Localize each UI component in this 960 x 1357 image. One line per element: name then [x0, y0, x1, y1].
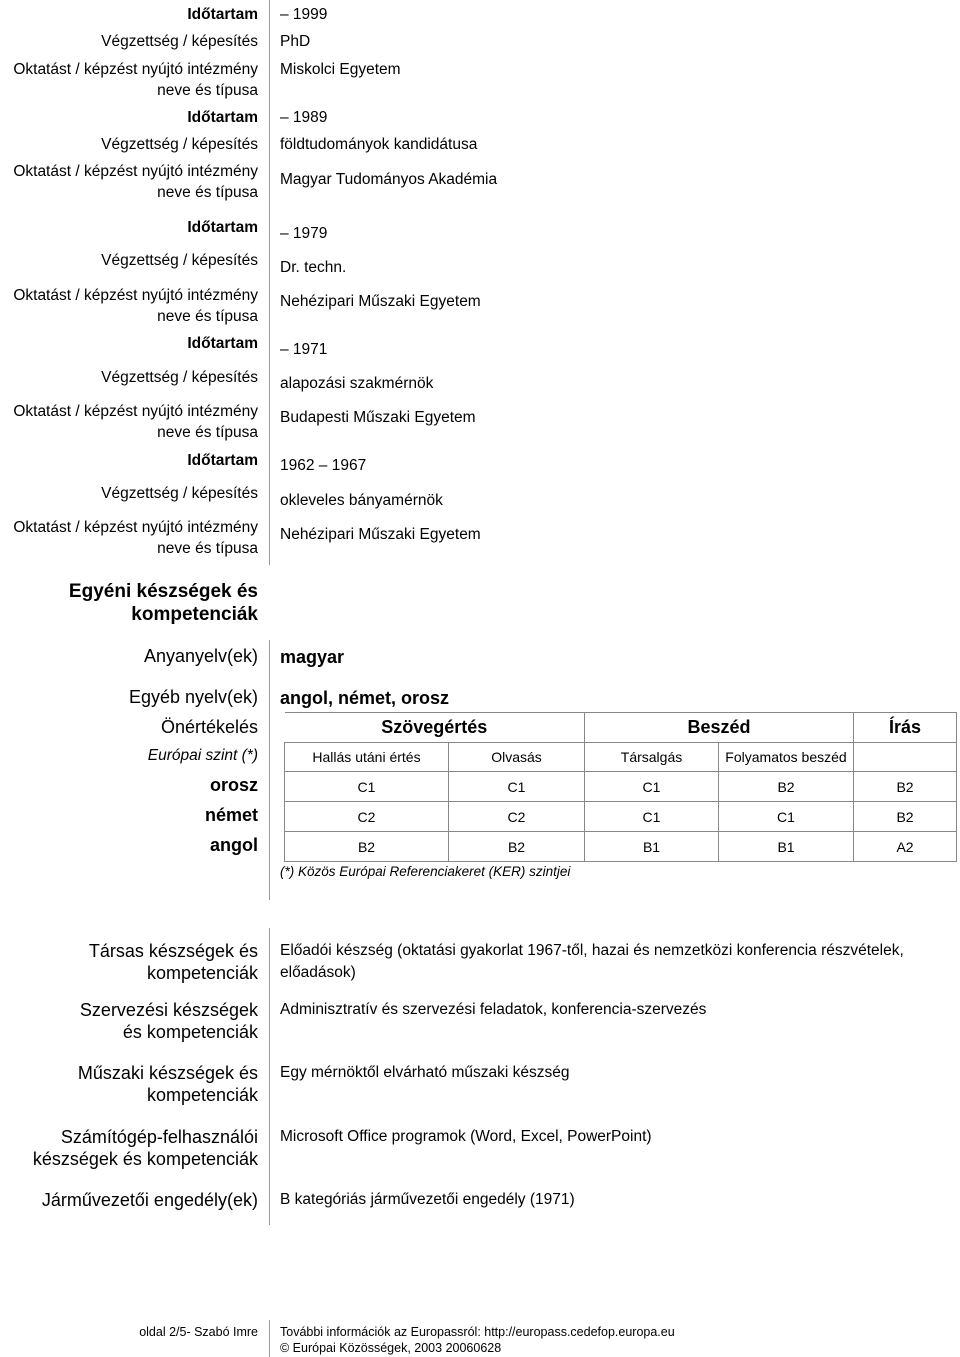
level-cell: C1 [585, 802, 719, 832]
european-level-label: Európai szint (*) [147, 747, 258, 764]
column-divider-bottom [269, 928, 270, 1225]
period-label: Időtartam [187, 452, 258, 469]
period-value: – 1989 [280, 109, 328, 126]
level-cell: C1 [449, 772, 585, 802]
degree-value: földtudományok kandidátusa [280, 136, 478, 153]
table-subheader-row [285, 743, 957, 772]
organisational-skills-label: Szervezési készségek és kompetenciák [79, 1000, 258, 1042]
institution-label-line1: Oktatást / képzést nyújtó intézmény [13, 519, 258, 536]
period-label: Időtartam [187, 6, 258, 23]
institution-label-line2: neve és típusa [157, 424, 258, 441]
technical-skills-label: Műszaki készségek és kompetenciák [77, 1063, 258, 1105]
level-cell: B1 [719, 832, 854, 862]
level-cell: C1 [285, 772, 449, 802]
degree-value: okleveles bányamérnök [280, 492, 443, 509]
footer-page-info: oldal 2/5- Szabó Imre [139, 1325, 258, 1339]
column-divider-skills [269, 640, 270, 900]
level-cell: C2 [285, 802, 449, 832]
institution-label-line1: Oktatást / képzést nyújtó intézmény [13, 61, 258, 78]
level-cell: B2 [854, 802, 957, 832]
subheader-production: Folyamatos beszéd [719, 743, 854, 772]
skills-section-title-line2: kompetenciák [131, 604, 258, 625]
institution-label-line1: Oktatást / képzést nyújtó intézmény [13, 287, 258, 304]
header-understanding: Szövegértés [285, 713, 585, 743]
institution-value: Nehézipari Műszaki Egyetem [280, 293, 481, 310]
level-cell: B1 [585, 832, 719, 862]
institution-value: Budapesti Műszaki Egyetem [280, 409, 476, 426]
degree-label: Végzettség / képesítés [101, 33, 258, 50]
degree-label: Végzettség / képesítés [101, 136, 258, 153]
table-header-row [285, 713, 957, 743]
institution-label-line2: neve és típusa [157, 184, 258, 201]
header-speaking: Beszéd [585, 713, 854, 743]
social-skills-value: Előadói készség (oktatási gyakorlat 1967-től, hazai és nemzetközi konferencia részvételek, előadások) [280, 942, 904, 981]
other-languages-label: Egyéb nyelv(ek) [128, 687, 258, 707]
column-divider-footer [269, 1320, 270, 1357]
period-label: Időtartam [187, 109, 258, 126]
footer-europass-info: További információk az Europassról: http://europass.cedefop.europa.eu [280, 1325, 675, 1339]
period-value: 1962 – 1967 [280, 457, 367, 474]
table-row [285, 802, 957, 832]
driving-licence-label: Járművezetői engedély(ek) [41, 1190, 258, 1210]
table-row [285, 832, 957, 862]
header-writing: Írás [854, 713, 957, 743]
level-cell: A2 [854, 832, 957, 862]
other-languages-value: angol, német, orosz [280, 688, 450, 708]
subheader-reading: Olvasás [449, 743, 585, 772]
skills-section-title-line1: Egyéni készségek és [68, 581, 258, 602]
language-level-table [284, 712, 957, 862]
table-row [285, 772, 957, 802]
table-footnote: (*) Közös Európai Referenciakeret (KER) szintjei [280, 864, 571, 879]
period-label: Időtartam [187, 219, 258, 236]
subheader-listening: Hallás utáni értés [285, 743, 449, 772]
institution-label-line1: Oktatást / képzést nyújtó intézmény [13, 403, 258, 420]
period-value: – 1971 [280, 341, 328, 358]
level-cell: C2 [449, 802, 585, 832]
driving-licence-value: B kategóriás járművezetői engedély (1971) [280, 1191, 575, 1208]
organisational-skills-value: Adminisztratív és szervezési feladatok, konferencia-szervezés [280, 1001, 707, 1018]
computer-skills-label: Számítógép-felhasználói készségek és kompetenciák [32, 1127, 258, 1169]
institution-value: Magyar Tudományos Akadémia [280, 171, 498, 188]
level-cell: B2 [285, 832, 449, 862]
subheader-empty [854, 743, 957, 772]
institution-value: Miskolci Egyetem [280, 61, 401, 78]
mother-tongue-label: Anyanyelv(ek) [143, 646, 258, 666]
degree-label: Végzettség / képesítés [101, 485, 258, 502]
degree-value: PhD [280, 33, 311, 50]
footer-copyright: © Európai Közösségek, 2003 20060628 [280, 1341, 502, 1355]
degree-label: Végzettség / képesítés [101, 252, 258, 269]
institution-value: Nehézipari Műszaki Egyetem [280, 526, 481, 543]
mother-tongue-value: magyar [280, 647, 345, 667]
period-label: Időtartam [187, 335, 258, 352]
institution-label-line2: neve és típusa [157, 308, 258, 325]
degree-value: alapozási szakmérnök [280, 375, 434, 392]
subheader-interaction: Társalgás [585, 743, 719, 772]
language-name-angol: angol [210, 835, 258, 855]
institution-label-line1: Oktatást / képzést nyújtó intézmény [13, 163, 258, 180]
computer-skills-value: Microsoft Office programok (Word, Excel, PowerPoint) [280, 1128, 652, 1145]
language-name-orosz: orosz [209, 775, 258, 795]
period-value: – 1999 [280, 6, 328, 23]
level-cell: B2 [449, 832, 585, 862]
period-value: – 1979 [280, 225, 328, 242]
column-divider-top [269, 0, 270, 565]
institution-label-line2: neve és típusa [157, 540, 258, 557]
level-cell: B2 [854, 772, 957, 802]
language-name-nemet: német [204, 805, 258, 825]
level-cell: B2 [719, 772, 854, 802]
level-cell: C1 [585, 772, 719, 802]
social-skills-label: Társas készségek és kompetenciák [88, 941, 258, 983]
degree-value: Dr. techn. [280, 259, 347, 276]
degree-label: Végzettség / képesítés [101, 369, 258, 386]
self-assessment-label: Önértékelés [160, 717, 258, 737]
level-cell: C1 [719, 802, 854, 832]
institution-label-line2: neve és típusa [157, 82, 258, 99]
technical-skills-value: Egy mérnöktől elvárható műszaki készség [280, 1064, 570, 1081]
